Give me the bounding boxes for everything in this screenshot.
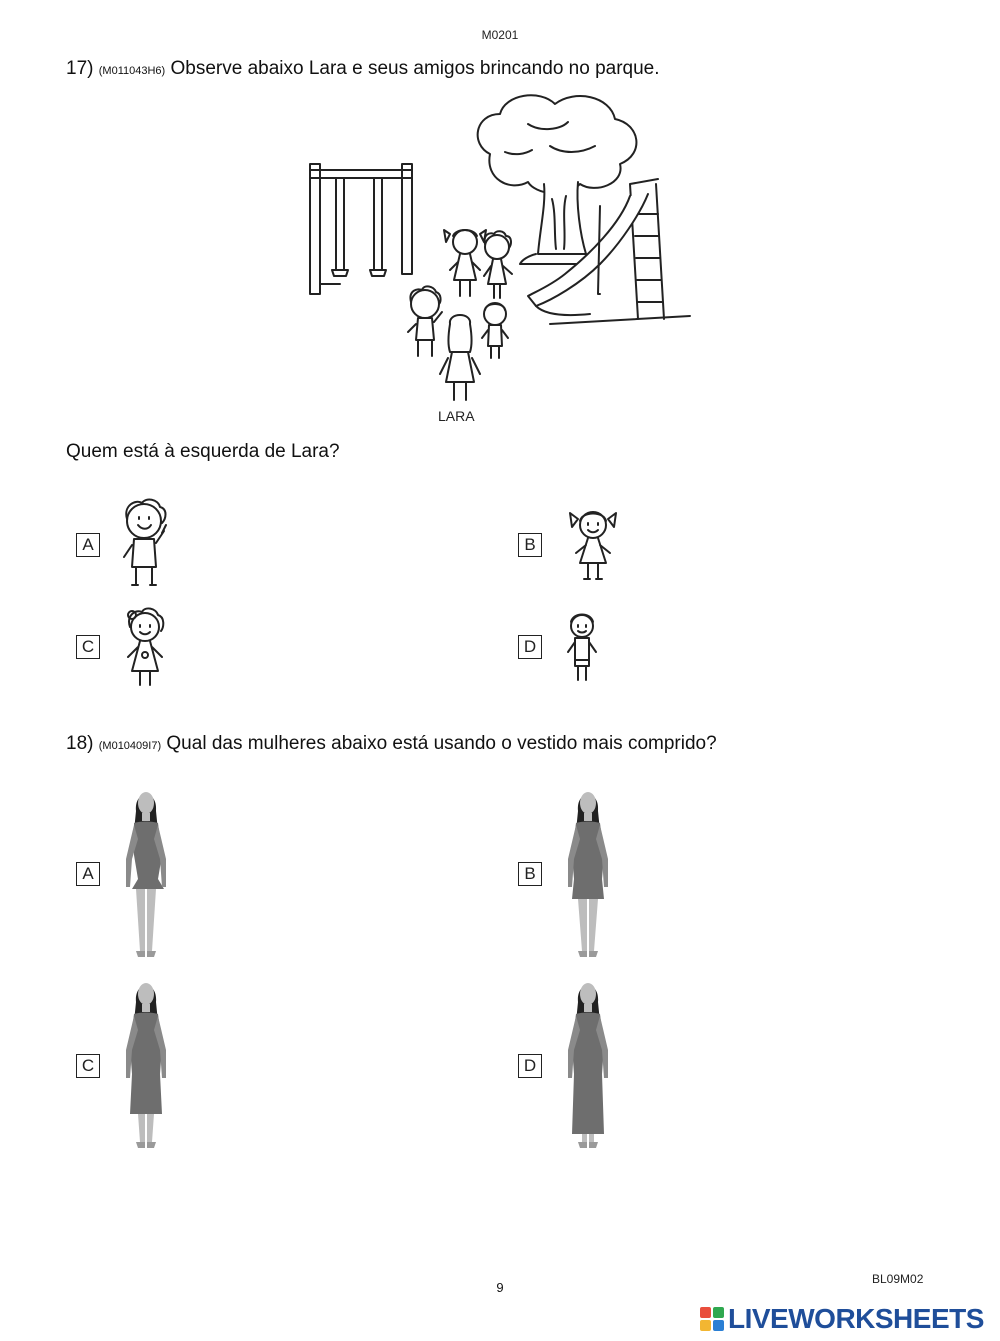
option-letter: A [76, 862, 100, 886]
swing-set-icon [310, 164, 412, 294]
question-18-code: (M010409I7) [98, 740, 162, 752]
q17-option-d[interactable] [518, 635, 542, 659]
woman-short-dress-icon [118, 783, 174, 963]
q18-option-b[interactable] [518, 862, 542, 886]
q17-option-b[interactable] [518, 533, 542, 557]
footer-code: BL09M02 [872, 1272, 924, 1286]
liveworksheets-mark-icon [700, 1307, 724, 1331]
option-letter: B [518, 533, 542, 557]
option-letter: A [76, 533, 100, 557]
logo-square-red [700, 1307, 711, 1318]
question-17-text: Observe abaixo Lara e seus amigos brincando no parque. [170, 58, 660, 79]
logo-square-yellow [700, 1320, 711, 1331]
q18-option-c[interactable] [76, 1054, 100, 1078]
logo-square-green [713, 1307, 724, 1318]
lara-label: LARA [438, 408, 475, 424]
woman-midi-dress-icon [118, 974, 174, 1154]
logo-square-blue [713, 1320, 724, 1331]
liveworksheets-logo[interactable] [700, 1304, 984, 1334]
woman-long-dress-icon [560, 974, 616, 1154]
page-number: 9 [496, 1280, 504, 1295]
question-18-text: Qual das mulheres abaixo está usando o vestido mais comprido? [166, 733, 717, 754]
option-letter: C [76, 635, 100, 659]
option-letter: B [518, 862, 542, 886]
question-17-title [66, 58, 660, 80]
park-illustration [300, 84, 700, 404]
option-letter: C [76, 1054, 100, 1078]
liveworksheets-text: LIVEWORKSHEETS [728, 1303, 984, 1334]
option-letter: D [518, 635, 542, 659]
woman-knee-dress-icon [560, 783, 616, 963]
option-letter: D [518, 1054, 542, 1078]
question-18-title [66, 733, 717, 755]
children-group-icon [408, 230, 512, 400]
question-17-code: (M011043H6) [98, 65, 166, 77]
question-18-number: 18) [66, 733, 94, 754]
header-code: M0201 [481, 28, 519, 42]
pigtail-girl-icon [566, 503, 620, 585]
q17-option-c[interactable] [76, 635, 100, 659]
curly-hair-boy-icon [118, 495, 174, 593]
q18-option-a[interactable] [76, 862, 100, 886]
question-17-number: 17) [66, 58, 94, 79]
curly-hair-girl-icon [118, 603, 172, 691]
q18-option-d[interactable] [518, 1054, 542, 1078]
q17-option-a[interactable] [76, 533, 100, 557]
question-17-prompt: Quem está à esquerda de Lara? [66, 441, 340, 462]
small-boy-icon [563, 608, 601, 688]
